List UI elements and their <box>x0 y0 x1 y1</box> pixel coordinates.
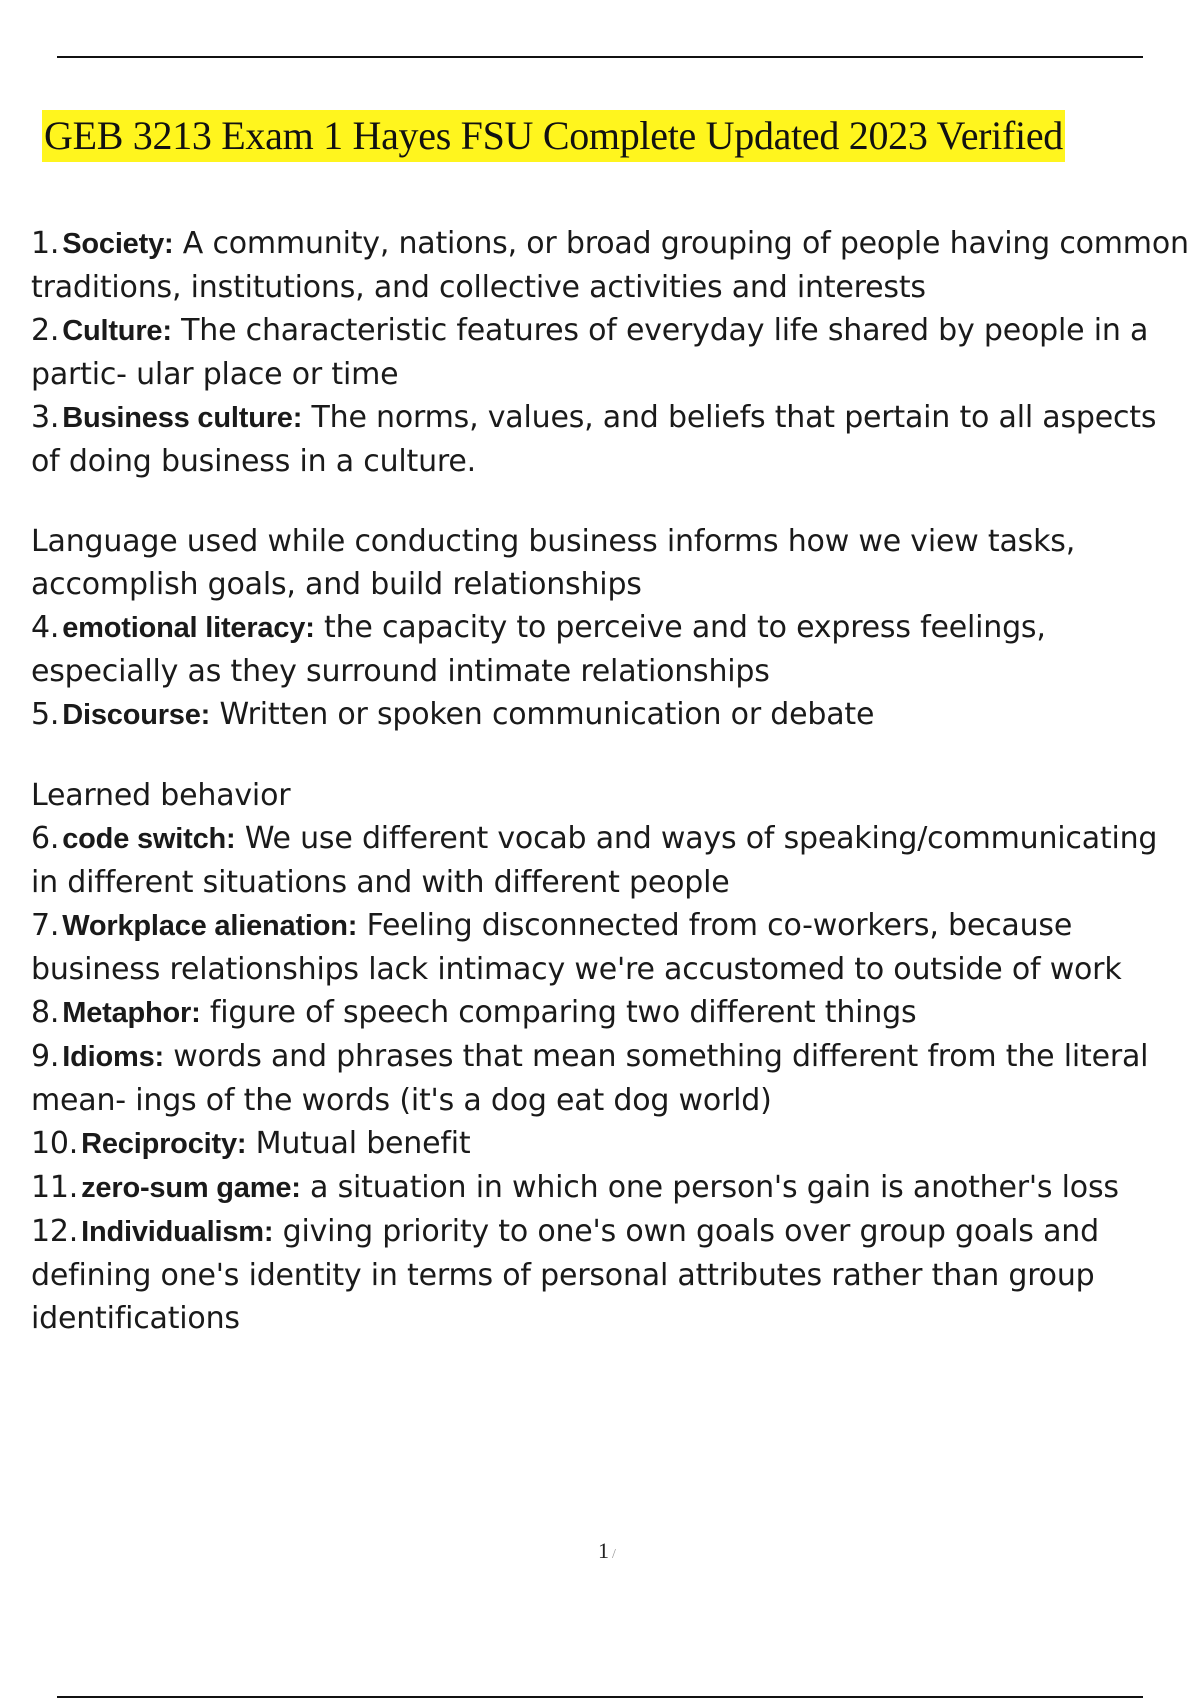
entry-definition: figure of speech comparing two different things <box>200 995 917 1030</box>
page-number-suffix: / <box>612 1547 616 1562</box>
entry-11 <box>31 1166 1191 1210</box>
entry-number: 6. <box>31 821 60 856</box>
entry-term: Individualism: <box>81 1216 274 1248</box>
spacer <box>31 483 1191 520</box>
entry-1 <box>31 222 1191 309</box>
document-title: GEB 3213 Exam 1 Hayes FSU Complete Updated 2023 Verified <box>42 110 1065 162</box>
entry-number: 12. <box>31 1214 79 1249</box>
entry-7 <box>31 904 1191 991</box>
entry-term: Business culture: <box>62 402 303 434</box>
entry-3 <box>31 396 1191 483</box>
entry-definition: A community, nations, or broad grouping of people having common traditions, institutions, and collective activities and interests <box>31 226 1189 305</box>
entry-number: 1. <box>31 226 60 261</box>
entry-term: Workplace alienation: <box>62 910 358 942</box>
entry-number: 2. <box>31 313 60 348</box>
entry-definition: We use different vocab and ways of speaking/communicating in different situations and with different people <box>31 821 1158 900</box>
entry-6 <box>31 817 1191 904</box>
entry-4 <box>31 606 1191 693</box>
entry-10 <box>31 1122 1191 1166</box>
entry-definition: Written or spoken communication or debate <box>210 697 875 732</box>
document-body <box>31 222 1191 1340</box>
entry-term: Discourse: <box>62 699 211 731</box>
note-learned-behavior: Learned behavior <box>31 778 291 813</box>
entry-2 <box>31 309 1191 396</box>
entry-number: 10. <box>31 1126 79 1161</box>
entry-number: 3. <box>31 400 60 435</box>
spacer <box>31 737 1191 774</box>
entry-term: Metaphor: <box>62 997 201 1029</box>
entry-number: 9. <box>31 1039 60 1074</box>
entry-term: emotional literacy: <box>62 612 315 644</box>
entry-number: 5. <box>31 697 60 732</box>
entry-5 <box>31 693 1191 737</box>
entry-term: code switch: <box>62 823 236 855</box>
entry-term: Society: <box>62 228 174 260</box>
top-rule <box>57 56 1143 58</box>
entry-8 <box>31 991 1191 1035</box>
entry-number: 7. <box>31 908 60 943</box>
entry-number: 11. <box>31 1170 79 1205</box>
entry-9 <box>31 1035 1191 1122</box>
entry-definition: words and phrases that mean something different from the literal mean- ings of the words (it's a dog eat dog world) <box>31 1039 1149 1118</box>
entry-definition: a situation in which one person's gain is another's loss <box>300 1170 1119 1205</box>
entry-term: Culture: <box>62 315 172 347</box>
entry-definition: Feeling disconnected from co-workers, because business relationships lack intimacy we're accustomed to outside of work <box>31 908 1122 987</box>
page-number <box>598 1538 616 1564</box>
title-container <box>42 110 1192 162</box>
entry-definition: Mutual benefit <box>246 1126 471 1161</box>
entry-term: Reciprocity: <box>81 1128 247 1160</box>
entry-definition: The characteristic features of everyday life shared by people in a partic- ular place or time <box>31 313 1149 392</box>
entry-12 <box>31 1210 1191 1340</box>
entry-term: zero-sum game: <box>81 1172 301 1204</box>
entry-number: 4. <box>31 610 60 645</box>
entry-definition: the capacity to perceive and to express feelings, especially as they surround intimate relationships <box>31 610 1046 689</box>
entry-definition: The norms, values, and beliefs that pertain to all aspects of doing business in a culture. <box>31 400 1157 479</box>
entry-term: Idioms: <box>62 1041 164 1073</box>
entry-number: 8. <box>31 995 60 1030</box>
entry-definition: giving priority to one's own goals over group goals and defining one's identity in terms of personal attributes rather than group identifications <box>31 1214 1099 1336</box>
bottom-rule <box>57 1696 1143 1698</box>
page-number-value: 1 <box>598 1538 609 1563</box>
note-language: Language used while conducting business informs how we view tasks, accomplish goals, and build relationships <box>31 524 1076 602</box>
